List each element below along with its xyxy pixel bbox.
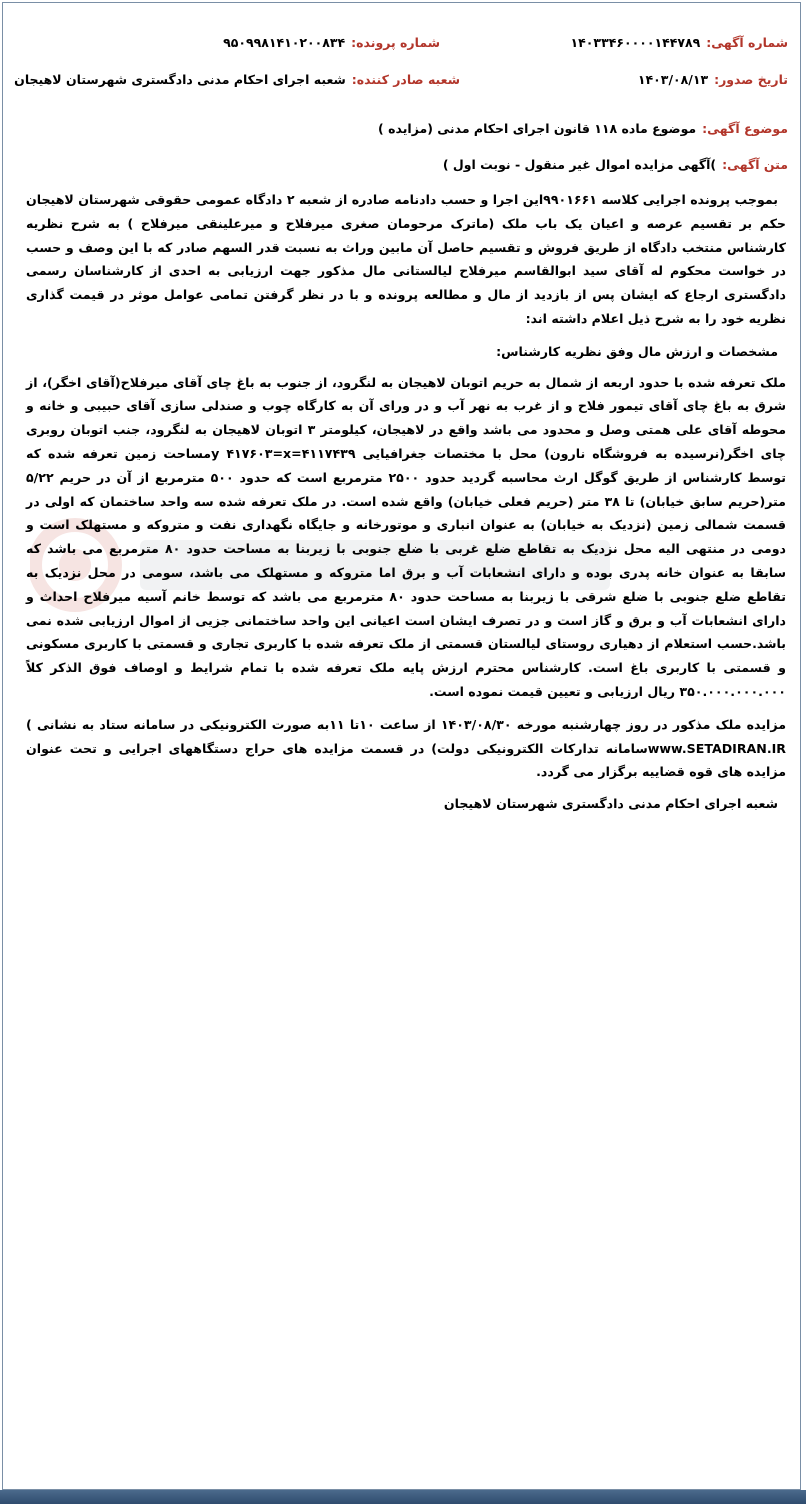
subject-row [378, 121, 788, 136]
spec-heading: مشخصات و ارزش مال وفق نظریه کارشناس: [496, 343, 778, 359]
issue-date-value: ۱۴۰۳/۰۸/۱۳ [637, 72, 709, 87]
subject-label: موضوع آگهی: [702, 121, 788, 136]
subject-value: موضوع ماده ۱۱۸ قانون اجرای احکام مدنی (مزایده ) [378, 121, 697, 136]
notice-number-row [571, 35, 788, 50]
issuer-signature: شعبه اجرای احکام مدنی دادگستری شهرستان لاهیجان [443, 796, 778, 812]
case-number-value: ۹۵۰۹۹۸۱۴۱۰۲۰۰۸۳۴ [223, 35, 346, 50]
notice-body [26, 188, 786, 816]
issuer-value: شعبه اجرای احکام مدنی دادگستری شهرستان لاهیجان [14, 72, 346, 87]
notice-text-title: )آگهی مزایده اموال غیر منقول - نوبت اول ) [442, 157, 717, 172]
notice-number-value: ۱۴۰۳۳۴۶۰۰۰۰۱۴۴۷۸۹ [570, 35, 701, 50]
property-description: ملک تعرفه شده با حدود اربعه از شمال به حریم اتوبان لاهیجان به لنگرود، از جنوب به باغ چای آقای میرفلاح(آقای اخگر)، از شرق به باغ چای آقای تیمور فلاح و از غرب به نهر آب و در ورای آن به کارگاه چوب و صندلی سازی آقای حبیبی و خانه و محوطه آقای علی همتی وصل و محدود می باشد واقع در لاهیجان، کیلومتر ۳ اتوبان لاهیجان به لنگرود، جنب اتوبان روبری چای اخگر(نرسیده به فروشگاه نارون) محل با مختصات جغرافیایی ۴۱۱۷۴۳۹=y ۴۱۷۶۰۳=xمساحت زمین تعرفه شده که توسط کارشناس از طریق گوگل ارث محاسبه گردید حدود ۲۵۰۰ مترمربع است که حدود ۵۰۰ مترمربع از آن در حریم ۵/۲۲ متر(حریم سابق خیابان) تا ۳۸ متر (حریم فعلی خیابان) واقع شده است. در ملک تعرفه شده سه واحد ساختمان که اولی در قسمت شمالی زمین (نزدیک به خیابان) به عنوان انباری و موتورخانه و جایگاه نگهداری نفت و متروکه و مستهلک است و دومی در منتهی الیه محل نزدیک به تقاطع ضلع غربی با ضلع جنوبی با زیربنا به مساحت حدود ۸۰ مترمربع می باشد که سابقا به عنوان خانه پدری بوده و دارای انشعابات آب و برق اما متروکه و مستهلک می باشد، سومی در محل نزدیک به تقاطع ضلع جنوبی با ضلع شرقی با زیربنا به مساحت حدود ۸۰ مترمربع می باشد که توسط خانم آسیه میرفلاح احداث و دارای انشعابات آب و برق و گاز است و در تصرف ایشان است اعیانی این واحد ساختمانی جزیی از اموال ارزیابی شده نمی باشد.حسب استعلام از دهیاری روستای لیالستان قسمتی از ملک تعرفه شده با کاربری تجاری و قسمتی با کاربری مسکونی و قسمتی با کاربری باغ است. کارشناس محترم ارزش پایه ملک تعرفه شده با تمام شرایط و اوصاف فوق الذکر کلاً ۳۵۰.۰۰۰.۰۰۰.۰۰۰ ریال ارزیابی و تعیین قیمت نموده است. [26, 374, 787, 699]
issuer-row [14, 72, 460, 87]
intro-paragraph: بموجب پرونده اجرایی کلاسه ۹۹۰۱۶۶۱این اجرا و حسب دادنامه صادره از شعبه ۲ دادگاه عمومی حقوقی شهرستان لاهیجان حکم بر تقسیم عرصه و اعیان یک باب ملک (ماترک مرحومان صغری میرفلاح و میرعلینقی میرفلاح ) به شرح نظریه کارشناس منتخب دادگاه از طریق فروش و تقسیم حاصل آن مابین وراث به نسبت قدر السهم صادر که با این وصف و حسب در خواست محکوم له آقای سید ابوالقاسم میرفلاح لیالستانی مال مذکور جهت ارزیابی به احدی از کارشناسان رسمی دادگستری ارجاع که ایشان پس از بازدید از مال و مطالعه پرونده و با در نظر گرفتن تمامی عوامل موثر در قیمت گذاری نظریه خود را به شرح ذیل اعلام داشته اند: [26, 192, 786, 326]
auction-paragraph: مزایده ملک مذکور در روز چهارشنبه مورخه ۱۴۰۳/۰۸/۳۰ از ساعت ۱۰تا ۱۱به صورت الکترونیکی در سامانه ستاد به نشانی ) www.SETADIRAN.IRسامانه تدارکات الکترونیکی دولت) در قسمت مزایده های حراج دستگاههای اجرایی و تحت عنوان مزایده های قوه قضاییه برگزار می گردد. [26, 716, 786, 780]
case-number-row [223, 35, 440, 50]
window-bottom-bar [0, 1490, 806, 1504]
issuer-label: شعبه صادر کننده: [351, 72, 460, 87]
case-number-label: شماره پرونده: [351, 35, 440, 50]
notice-text-row [443, 157, 788, 172]
issue-date-row [638, 72, 788, 87]
notice-number-label: شماره آگهی: [706, 35, 788, 50]
issue-date-label: تاریخ صدور: [714, 72, 788, 87]
notice-text-label: متن آگهی: [722, 157, 788, 172]
